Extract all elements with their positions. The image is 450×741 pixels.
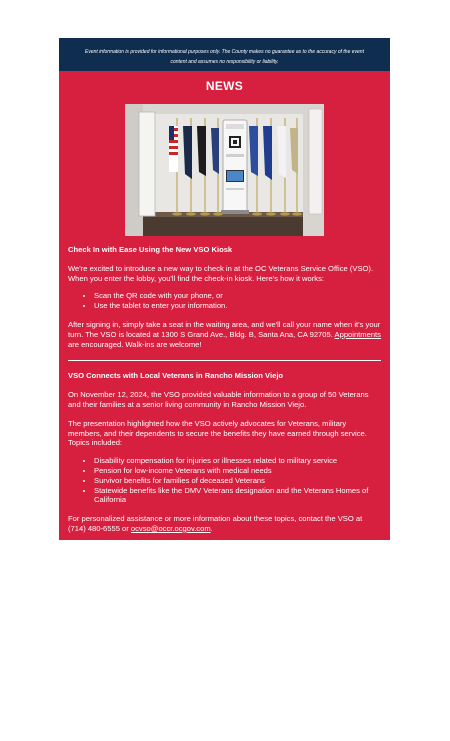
list-item: • Statewide benefits like the DMV Veterans designation and the Veterans Homes of California	[94, 486, 381, 506]
list-item: • Use the tablet to enter your information.	[94, 301, 381, 311]
list-item: • Pension for low-income Veterans with medical needs	[94, 466, 381, 476]
section-divider	[68, 360, 381, 361]
location-text: After signing in, simply take a seat in the waiting area, and we'll call your name when it's your turn. The VSO is located at 1300 S Grand Ave., Bldg. B, Santa Ana, CA 92705.	[68, 319, 381, 339]
list-item: • Survivor benefits for families of deceased Veterans	[94, 476, 381, 486]
article-2-paragraph-1: On November 12, 2024, the VSO provided valuable information to a group of 50 Veterans and their families at a senior living community in Rancho Mission Viejo.	[68, 390, 369, 409]
email-link[interactable]: ocvso@occr.ocgov.com	[130, 523, 211, 533]
contact-end: .	[210, 523, 213, 533]
list-item: • Scan the QR code with your phone, or	[94, 291, 381, 301]
disclaimer-banner	[59, 38, 390, 71]
newsletter-content	[59, 245, 390, 540]
appointments-link[interactable]: Appointments	[334, 329, 381, 339]
card-bottom-padding	[68, 534, 381, 540]
contact-text: For personalized assistance or more information about these topics, contact the VSO at (714) 480-6555 or	[68, 514, 363, 533]
article-2-paragraph-2: The presentation highlighted how the VSO actively advocates for Veterans, military members, and their dependents to secure the benefits they have earned through service. Topics included:	[68, 418, 367, 448]
list-item: • Disability compensation for injuries or illnesses related to military service	[94, 456, 381, 466]
kiosk-photo	[125, 104, 324, 236]
news-title: NEWS	[205, 79, 244, 93]
article-2-heading: VSO Connects with Local Veterans in Rancho Mission Viejo	[68, 371, 284, 381]
newsletter-card	[59, 38, 390, 540]
article-2-contact	[68, 514, 381, 534]
article-1-intro: We're excited to introduce a new way to check in at the OC Veterans Service Office (VSO). When you enter the lobby, you'll find the check-in kiosk. Here's how it works:	[68, 263, 374, 283]
article-1-heading: Check In with Ease Using the New VSO Kiosk	[68, 245, 233, 254]
article-1-location	[68, 320, 381, 349]
article-2-topics	[68, 456, 381, 505]
article-1-steps	[68, 291, 381, 311]
walk-ins-text: are encouraged. Walk-ins are welcome!	[68, 339, 202, 349]
disclaimer-line-1: Event information is provided for informational purposes only. The County makes no guarantee as to the accuracy of the event	[85, 49, 364, 55]
disclaimer-line-2: content and assumes no responsibility or liability.	[170, 59, 279, 65]
